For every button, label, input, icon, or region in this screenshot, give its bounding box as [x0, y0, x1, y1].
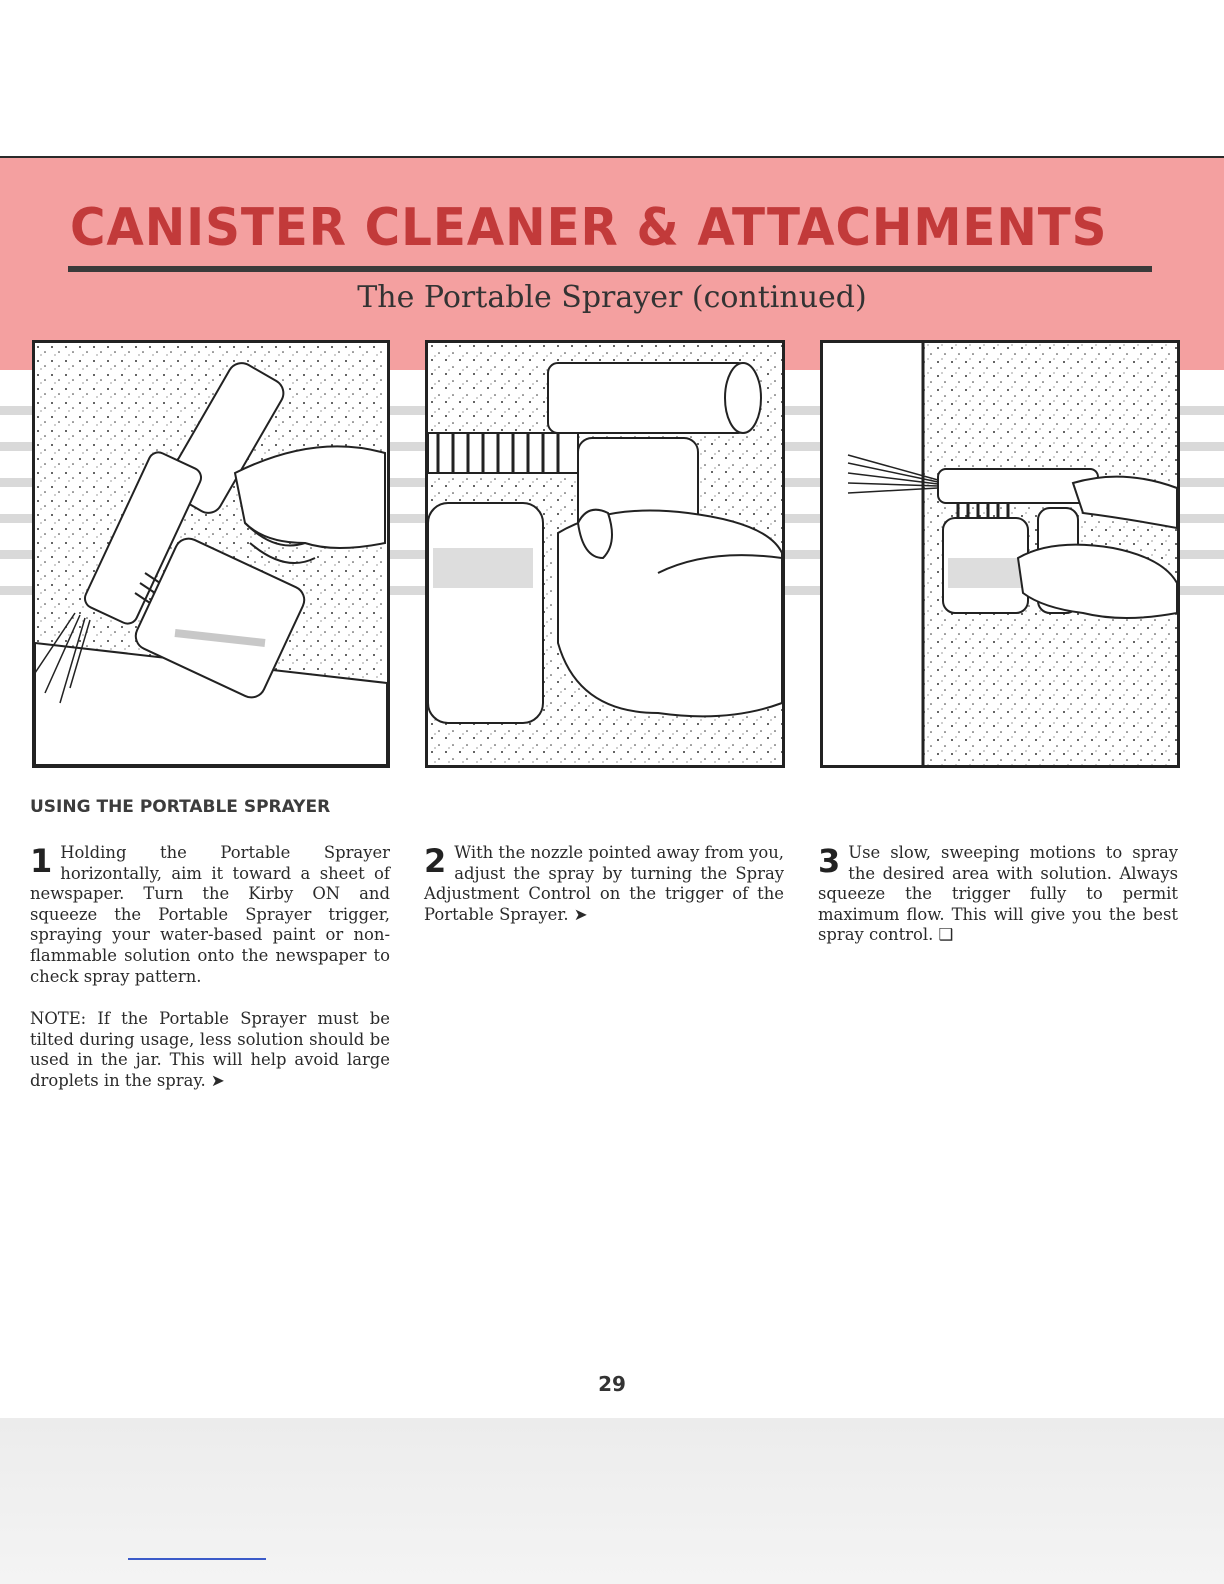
title-underline	[68, 266, 1152, 272]
step-1-text: Holding the Portable Sprayer horizontally, aim it toward a sheet of newspaper. Turn the Kirby ON and squeeze the Portable Sprayer trigger, spraying your water-based paint or non-flammable solution onto the newspaper to check spray pattern.	[30, 843, 390, 986]
page-number: 29	[598, 1372, 626, 1396]
page-subtitle: The Portable Sprayer (continued)	[357, 280, 867, 315]
illustration-panel-3	[820, 340, 1180, 768]
step-2-text: With the nozzle pointed away from you, adjust the spray by turning the Spray Adjustment Control on the trigger of the Portable Sprayer. ➤	[424, 843, 784, 924]
step-2-number: 2	[424, 842, 447, 880]
header-band	[0, 158, 1224, 370]
illustration-panel-2	[425, 340, 785, 768]
step-1-number: 1	[30, 842, 53, 880]
step-1-note: NOTE: If the Portable Sprayer must be tilted during usage, less solution should be used in the jar. This will help avoid large droplets in the spray. ➤	[30, 1009, 390, 1090]
bottom-link-underline	[128, 1558, 266, 1560]
step-3-number: 3	[818, 842, 841, 880]
step-3	[818, 843, 1178, 946]
section-heading: USING THE PORTABLE SPRAYER	[30, 797, 331, 817]
page-title: CANISTER CLEANER & ATTACHMENTS	[70, 198, 1108, 258]
sprayer-aimed-at-newspaper-illustration	[35, 343, 387, 765]
step-3-text: Use slow, sweeping motions to spray the desired area with solution. Always squeeze the trigger fully to permit maximum flow. This will give you the best spray control. ❑	[818, 843, 1178, 945]
step-1	[30, 843, 390, 1092]
spray-adjustment-control-illustration	[428, 343, 782, 765]
spraying-wall-illustration	[823, 343, 1177, 765]
step-2	[424, 843, 784, 925]
illustration-panel-1	[32, 340, 390, 768]
